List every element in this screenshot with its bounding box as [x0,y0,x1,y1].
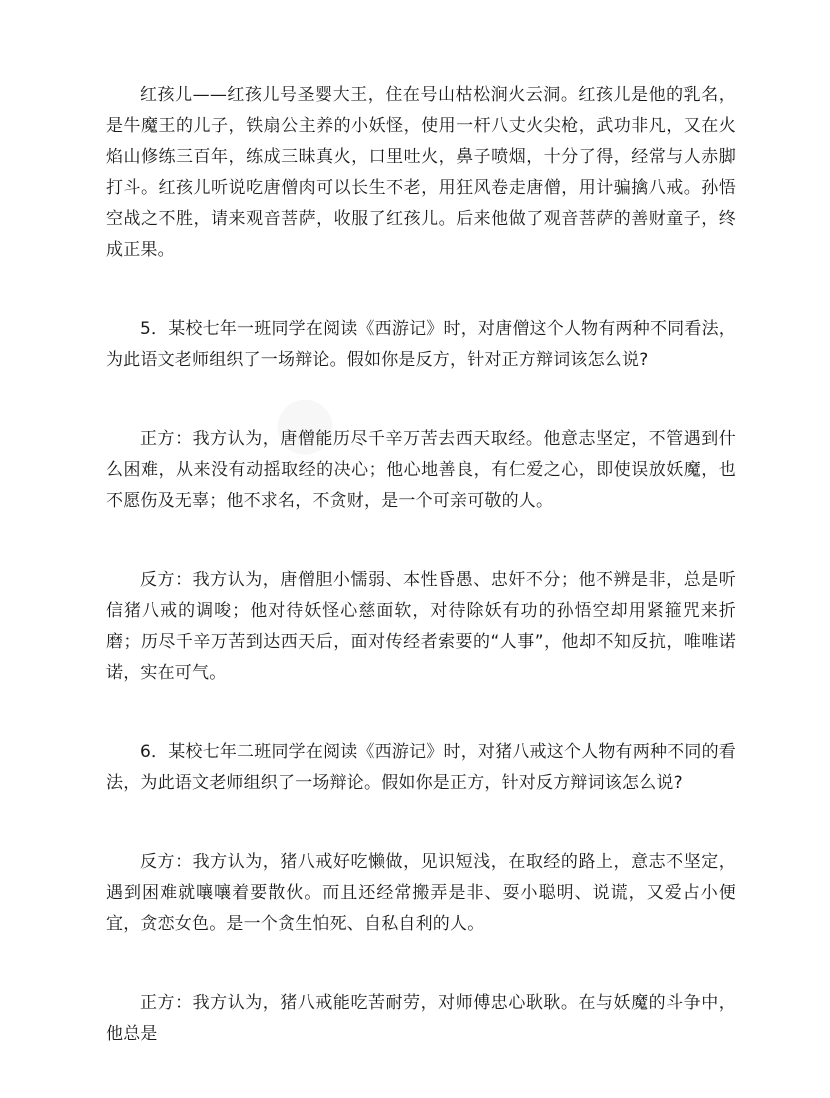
answer-affirmative-tangseng: 正方：我方认为，唐僧能历尽千辛万苦去西天取经。他意志坚定，不管遇到什么困难，从来没有动摇取经的决心；他心地善良，有仁爱之心，即使误放妖魔，也不愿伤及无辜；他不求名，不贪财，是一个可亲可敬的人。 [106,429,736,511]
question-5: 5．某校七年一班同学在阅读《西游记》时，对唐僧这个人物有两种不同看法，为此语文老师组织了一场辩论。假如你是反方，针对正方辩词该怎么说? [106,319,736,370]
answer-affirmative-bajie: 正方：我方认为，猪八戒能吃苦耐劳，对师傅忠心耿耿。在与妖魔的斗争中，他总是 [106,993,736,1044]
document-body [106,80,736,1098]
question-6: 6．某校七年二班同学在阅读《西游记》时，对猪八戒这个人物有两种不同的看法，为此语文老师组织了一场辩论。假如你是正方，针对反方辩词该怎么说? [106,742,736,793]
answer-negative-tangseng: 反方：我方认为，唐僧胆小懦弱、本性昏愚、忠奸不分；他不辨是非，总是听信猪八戒的调唆；他对待妖怪心慈面软，对待除妖有功的孙悟空却用紧箍咒来折磨；历尽千辛万苦到达西天后，面对传经者索要的“人事”，他却不知反抗，唯唯诺诺，实在可气。 [106,570,736,683]
watermark-logo: ● [251,369,352,475]
paragraph-red-boy: 红孩儿——红孩儿号圣婴大王，住在号山枯松涧火云洞。红孩儿是他的乳名，是牛魔王的儿子，铁扇公主养的小妖怪，使用一杆八丈火尖枪，武功非凡，又在火焰山修练三百年，练成三昧真火，口里吐火，鼻子喷烟，十分了得，经常与人赤脚打斗。红孩儿听说吃唐僧肉可以长生不老，用狂风卷走唐僧，用计骗擒八戒。孙悟空战之不胜，请来观音菩萨，收服了红孩儿。后来他做了观音菩萨的善财童子，终成正果。 [106,85,736,260]
answer-negative-bajie: 反方：我方认为，猪八戒好吃懒做，见识短浅，在取经的路上，意志不坚定，遇到困难就嚷嚷着要散伙。而且还经常搬弄是非、耍小聪明、说谎，又爱占小便宜，贪恋女色。是一个贪生怕死、自私自利的人。 [106,852,736,934]
